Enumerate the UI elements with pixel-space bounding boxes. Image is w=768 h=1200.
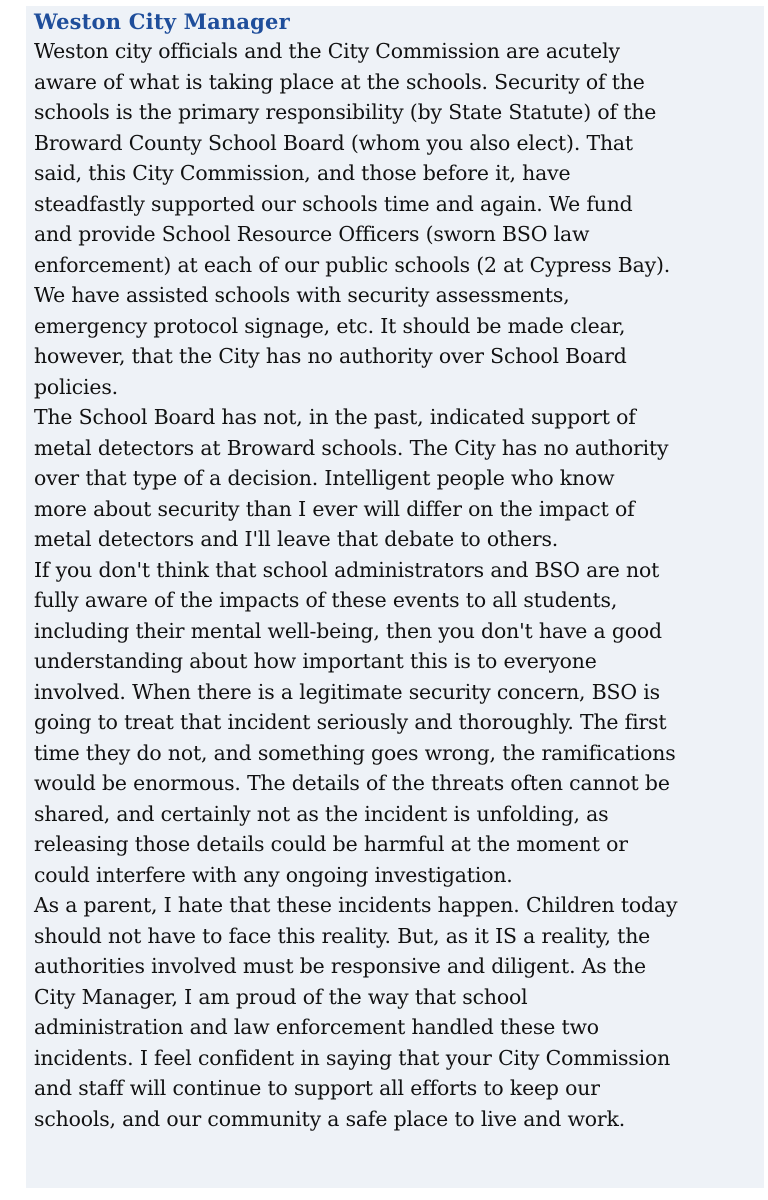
document-title: Weston City Manager: [34, 9, 290, 34]
paragraph-1: Weston city officials and the City Commission are acutely aware of what is taking place at the schools. Security of the schools is the primary responsibility (by State Statute) of the Broward County School Board (whom you also elect). That said, this City Commission, and those before it, have steadfastly supported our schools time and again. We fund and provide School Resource Officers (sworn BSO law enforcement) at each of our public schools (2 at Cypress Bay). We have assisted schools with security assessments, emergency protocol signage, etc. It should be made clear, however, that the City has no authority over School Board policies.: [34, 39, 671, 399]
statement-panel: [26, 6, 764, 1188]
paragraph-2: The School Board has not, in the past, indicated support of metal detectors at Broward schools. The City has no authority over that type of a decision. Intelligent people who know more about security than I ever will differ on the impact of metal detectors and I'll leave that debate to others.: [34, 405, 669, 551]
paragraph-4: As a parent, I hate that these incidents happen. Children today should not have to face this reality. But, as it IS a reality, the authorities involved must be responsive and diligent. As the City Manager, I am proud of the way that school administration and law enforcement handled these two incidents. I feel confident in saying that your City Commission and staff will continue to support all efforts to keep our schools, and our community a safe place to live and work.: [34, 893, 678, 1131]
paragraph-3: If you don't think that school administrators and BSO are not fully aware of the impacts of these events to all students, including their mental well-being, then you don't have a good understanding about how important this is to everyone involved. When there is a legitimate security concern, BSO is going to treat that incident seriously and thoroughly. The first time they do not, and something goes wrong, the ramifications would be enormous. The details of the threats often cannot be shared, and certainly not as the incident is unfolding, as releasing those details could be harmful at the moment or could interfere with any ongoing investigation.: [34, 557, 676, 887]
